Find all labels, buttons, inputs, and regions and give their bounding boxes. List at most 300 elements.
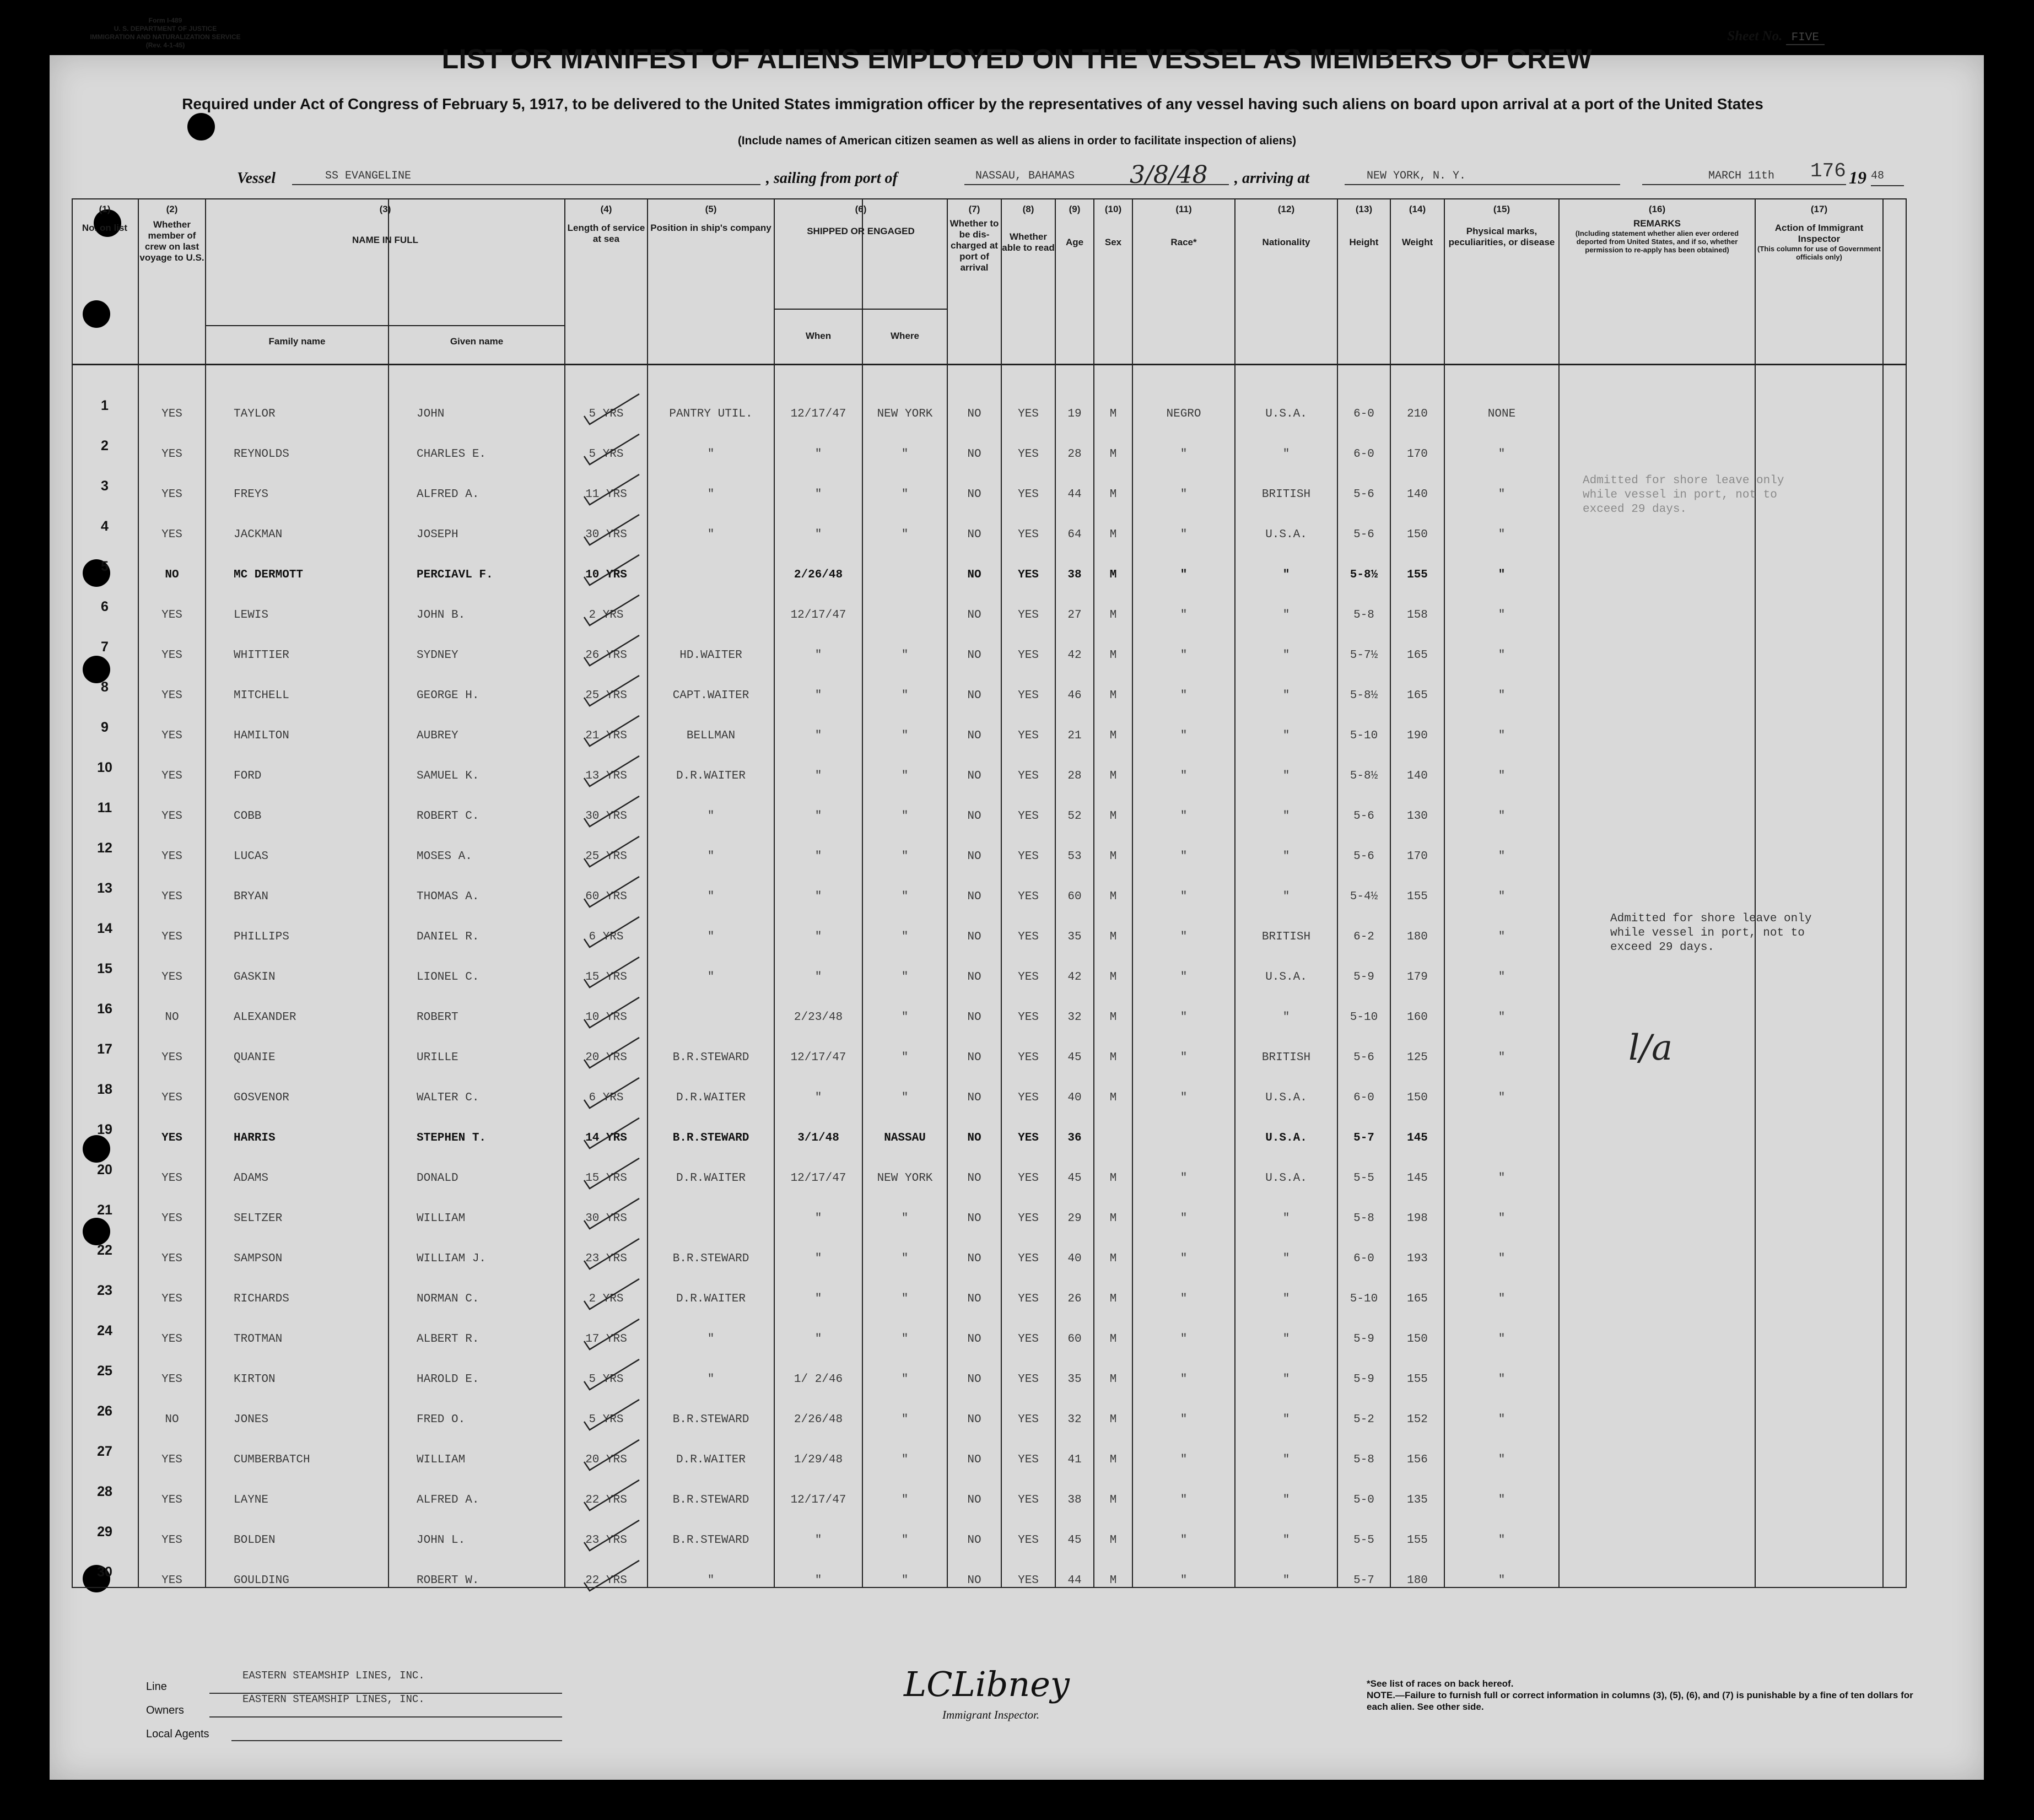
row-number: 24 (97, 1323, 112, 1338)
cell-weight: 193 (1407, 1252, 1428, 1265)
row-number: 21 (97, 1202, 112, 1218)
check-mark-icon (584, 1480, 645, 1513)
inspector-initials: l/a (1628, 1028, 1673, 1068)
cell-where: " (901, 890, 909, 903)
cell-crew: YES (161, 689, 182, 702)
grid-row-line (72, 198, 1907, 199)
cell-position: CAPT.WAITER (672, 689, 749, 702)
cell-when: 2/26/48 (794, 1413, 843, 1426)
row-number: 12 (97, 840, 112, 856)
cell-service: 60 YRS (585, 890, 627, 903)
cell-height: 5-6 (1353, 528, 1374, 541)
cell-when: 3/1/48 (797, 1132, 839, 1144)
cell-race: " (1180, 448, 1188, 461)
cell-disch: NO (967, 689, 981, 702)
cell-marks: NONE (1487, 408, 1516, 420)
col12-header: (12) Nationality (1262, 204, 1310, 247)
cell-crew: YES (161, 1172, 182, 1185)
cell-crew: NO (165, 1413, 179, 1426)
cell-age: 44 (1067, 488, 1082, 501)
cell-age: 45 (1067, 1172, 1082, 1185)
cell-given: SYDNEY (417, 649, 458, 662)
cell-read: YES (1018, 770, 1039, 782)
cell-read: YES (1018, 890, 1039, 903)
where-header: Where (891, 331, 919, 341)
cell-weight: 145 (1407, 1132, 1428, 1144)
row-number: 10 (97, 760, 112, 775)
cell-service: 20 YRS (585, 1051, 627, 1064)
row-number: 1 (101, 398, 109, 413)
cell-where: " (901, 1011, 909, 1024)
cell-crew: NO (165, 569, 179, 581)
cell-when: 2/26/48 (794, 569, 843, 581)
cell-marks: " (1498, 609, 1506, 622)
cell-age: 32 (1067, 1413, 1082, 1426)
footnote: *See list of races on back hereof. NOTE.—Failure to furnish full or correct information in columns (3), (5), (6), and (7) is punishable by a fine of ten dollars for each alien. See other side. (1367, 1678, 1913, 1712)
cell-sex: M (1109, 448, 1117, 461)
check-mark-icon (584, 1118, 645, 1151)
cell-service: 25 YRS (585, 850, 627, 863)
cell-weight: 180 (1407, 1574, 1428, 1587)
col1-header: (1) No. on list (82, 204, 128, 233)
cell-position: B.R.STEWARD (672, 1494, 749, 1506)
cell-when: " (814, 488, 822, 501)
cell-disch: NO (967, 1454, 981, 1466)
cell-position: " (707, 810, 715, 823)
check-mark-icon (584, 957, 645, 990)
cell-family: SAMPSON (234, 1252, 283, 1265)
cell-weight: 155 (1407, 890, 1428, 903)
cell-read: YES (1018, 1574, 1039, 1587)
cell-height: 5-4½ (1350, 890, 1378, 903)
cell-read: YES (1018, 528, 1039, 541)
row-number: 3 (101, 478, 109, 494)
cell-weight: 135 (1407, 1494, 1428, 1506)
cell-when: 12/17/47 (790, 1494, 846, 1506)
row-number: 23 (97, 1283, 112, 1298)
cell-sex: M (1109, 1293, 1117, 1305)
cell-position: " (707, 931, 715, 943)
cell-disch: NO (967, 890, 981, 903)
cell-age: 60 (1067, 1333, 1082, 1346)
cell-when: 1/29/48 (794, 1454, 843, 1466)
cell-nat: U.S.A. (1265, 528, 1307, 541)
row-number: 4 (101, 519, 109, 534)
cell-marks: " (1498, 810, 1506, 823)
cell-read: YES (1018, 1413, 1039, 1426)
row-number: 20 (97, 1162, 112, 1178)
row-number: 15 (97, 961, 112, 976)
arrival-year: 48 (1871, 170, 1904, 186)
cell-where: " (901, 448, 909, 461)
cell-disch: NO (967, 1132, 981, 1144)
cell-family: COBB (234, 810, 262, 823)
cell-family: TROTMAN (234, 1333, 283, 1346)
remarks-text: Admitted for shore leave only while vessel in port, not to exceed 29 days. (1610, 912, 1812, 954)
cell-position: " (707, 1373, 715, 1386)
cell-position: B.R.STEWARD (672, 1534, 749, 1547)
cell-read: YES (1018, 730, 1039, 742)
cell-height: 5-6 (1353, 850, 1374, 863)
cell-given: WILLIAM (417, 1454, 466, 1466)
cell-read: YES (1018, 1252, 1039, 1265)
owners-value: EASTERN STEAMSHIP LINES, INC. (242, 1693, 425, 1705)
cell-race: " (1180, 850, 1188, 863)
cell-height: 5-7 (1353, 1132, 1374, 1144)
cell-weight: 155 (1407, 569, 1428, 581)
cell-nat: " (1282, 890, 1290, 903)
crew-table (72, 198, 1907, 1587)
cell-marks: " (1498, 1051, 1506, 1064)
check-mark-icon (584, 716, 645, 749)
cell-race: " (1180, 730, 1188, 742)
cell-disch: NO (967, 1172, 981, 1185)
cell-given: ALBERT R. (417, 1333, 479, 1346)
cell-nat: " (1282, 1373, 1290, 1386)
cell-height: 5-8½ (1350, 770, 1378, 782)
cell-age: 26 (1067, 1293, 1082, 1305)
cell-nat: BRITISH (1261, 931, 1311, 943)
cell-family: LUCAS (234, 850, 269, 863)
cell-age: 29 (1067, 1212, 1082, 1225)
cell-where: NASSAU (884, 1132, 926, 1144)
cell-given: ROBERT C. (417, 810, 479, 823)
sheet-number: Sheet No. FIVE (1727, 29, 1825, 44)
cell-when: " (814, 810, 822, 823)
col17-header: (17) Action of Immigrant Inspector (This column for use of Government officials only) (1757, 204, 1881, 261)
cell-weight: 190 (1407, 730, 1428, 742)
cell-family: KIRTON (234, 1373, 276, 1386)
check-mark-icon (584, 917, 645, 950)
cell-read: YES (1018, 1172, 1039, 1185)
cell-position: " (707, 890, 715, 903)
cell-height: 5-9 (1353, 1333, 1374, 1346)
cell-crew: YES (161, 488, 182, 501)
cell-height: 5-7 (1353, 1574, 1374, 1587)
check-mark-icon (584, 756, 645, 789)
cell-nat: " (1282, 770, 1290, 782)
cell-given: THOMAS A. (417, 890, 479, 903)
cell-sex: M (1109, 649, 1117, 662)
cell-age: 21 (1067, 730, 1082, 742)
cell-read: YES (1018, 1212, 1039, 1225)
cell-family: GOSVENOR (234, 1092, 289, 1104)
cell-marks: " (1498, 971, 1506, 984)
check-mark-icon (584, 1319, 645, 1352)
cell-marks: " (1498, 1252, 1506, 1265)
cell-disch: NO (967, 1413, 981, 1426)
cell-disch: NO (967, 1051, 981, 1064)
cell-read: YES (1018, 1333, 1039, 1346)
cell-read: YES (1018, 1454, 1039, 1466)
grid-column-line (1906, 198, 1907, 1587)
col8-header: (8) Whether able to read (1002, 204, 1055, 253)
cell-disch: NO (967, 528, 981, 541)
cell-marks: " (1498, 1413, 1506, 1426)
cell-read: YES (1018, 971, 1039, 984)
cell-marks: " (1498, 1333, 1506, 1346)
check-mark-icon (584, 836, 645, 870)
cell-marks: " (1498, 1212, 1506, 1225)
cell-given: ALFRED A. (417, 1494, 479, 1506)
cell-disch: NO (967, 609, 981, 622)
cell-read: YES (1018, 1373, 1039, 1386)
cell-age: 52 (1067, 810, 1082, 823)
cell-age: 28 (1067, 448, 1082, 461)
cell-position: B.R.STEWARD (672, 1413, 749, 1426)
cell-race: " (1180, 1534, 1188, 1547)
cell-race: " (1180, 810, 1188, 823)
cell-when: " (814, 528, 822, 541)
cell-family: FORD (234, 770, 262, 782)
cell-disch: NO (967, 1574, 981, 1587)
cell-read: YES (1018, 609, 1039, 622)
cell-weight: 150 (1407, 1092, 1428, 1104)
check-mark-icon (584, 1078, 645, 1111)
cell-family: GOULDING (234, 1574, 289, 1587)
cell-crew: YES (161, 1293, 182, 1305)
check-mark-icon (584, 434, 645, 467)
cell-height: 5-8 (1353, 1454, 1374, 1466)
cell-marks: " (1498, 850, 1506, 863)
col14-header: (14) Weight (1401, 204, 1433, 247)
cell-sex: M (1109, 689, 1117, 702)
cell-read: YES (1018, 569, 1039, 581)
cell-given: JOSEPH (417, 528, 458, 541)
cell-disch: NO (967, 1011, 981, 1024)
cell-sex: M (1109, 528, 1117, 541)
cell-race: " (1180, 1293, 1188, 1305)
instruction-note: (Include names of American citizen seamen as well as aliens in order to facilitate inspection of aliens) (737, 134, 1297, 147)
row-number: 6 (101, 599, 109, 614)
form-identifier: Form I-489 U. S. DEPARTMENT OF JUSTICE IMMIGRATION AND NATURALIZATION SERVICE (Rev. 4-1-45) (90, 17, 241, 49)
page-subtitle: Required under Act of Congress of February 5, 1917, to be delivered to the United States immigration officer by the representatives of any vessel having such aliens on board upon arrival at a port of the United States (182, 95, 1763, 112)
cell-read: YES (1018, 1534, 1039, 1547)
cell-marks: " (1498, 1011, 1506, 1024)
col16-header: (16) REMARKS (Including statement whether alien ever ordered deported from United States, and if so, whether permission to re-apply has been obtained) (1575, 204, 1739, 254)
cell-marks: " (1498, 890, 1506, 903)
cell-read: YES (1018, 1051, 1039, 1064)
cell-height: 5-9 (1353, 971, 1374, 984)
cell-position: " (707, 488, 715, 501)
cell-age: 44 (1067, 1574, 1082, 1587)
sheet-number-value: FIVE (1786, 31, 1825, 45)
remarks-faint-text: Admitted for shore leave only while vessel in port, not to exceed 29 days. (1583, 474, 1784, 516)
cell-age: 46 (1067, 689, 1082, 702)
cell-given: WILLIAM J. (417, 1252, 487, 1265)
cell-family: RICHARDS (234, 1293, 289, 1305)
cell-weight: 125 (1407, 1051, 1428, 1064)
check-mark-icon (584, 635, 645, 668)
cell-sex: M (1109, 1534, 1117, 1547)
cell-age: 40 (1067, 1092, 1082, 1104)
cell-given: JOHN B. (417, 609, 466, 622)
cell-given: DONALD (417, 1172, 458, 1185)
cell-given: WILLIAM (417, 1212, 466, 1225)
cell-race: " (1180, 1172, 1188, 1185)
col3-header: (3) NAME IN FULL (352, 204, 418, 245)
cell-marks: " (1498, 1293, 1506, 1305)
cell-service: 10 YRS (585, 569, 627, 581)
cell-race: " (1180, 1574, 1188, 1587)
cell-position: " (707, 850, 715, 863)
arriving-port: NEW YORK, N. Y. (1345, 170, 1620, 185)
vessel-info-row: Vessel SS EVANGELINE , sailing from port of NASSAU, BAHAMAS 3/8/48 , arriving at NEW YORK, N. Y. MARCH 11th 19 48 (182, 165, 1780, 193)
cell-age: 42 (1067, 971, 1082, 984)
cell-nat: BRITISH (1261, 1051, 1311, 1064)
cell-given: URILLE (417, 1051, 458, 1064)
cell-disch: NO (967, 1212, 981, 1225)
cell-crew: YES (161, 1534, 182, 1547)
cell-service: 23 YRS (585, 1534, 627, 1547)
cell-where: " (901, 1574, 909, 1587)
cell-nat: " (1282, 1212, 1290, 1225)
cell-race: " (1180, 971, 1188, 984)
cell-family: PHILLIPS (234, 931, 289, 943)
check-mark-icon (584, 515, 645, 548)
cell-disch: NO (967, 1373, 981, 1386)
cell-nat: U.S.A. (1265, 1172, 1307, 1185)
cell-marks: " (1498, 1494, 1506, 1506)
cell-when: " (814, 730, 822, 742)
cell-nat: " (1282, 1574, 1290, 1587)
cell-weight: 180 (1407, 931, 1428, 943)
cell-marks: " (1498, 448, 1506, 461)
cell-race: " (1180, 1212, 1188, 1225)
col11-header: (11) Race* (1170, 204, 1197, 247)
cell-when: " (814, 1212, 822, 1225)
cell-service: 2 YRS (589, 1293, 624, 1305)
cell-height: 5-8½ (1350, 689, 1378, 702)
cell-height: 5-8 (1353, 1212, 1374, 1225)
cell-disch: NO (967, 1534, 981, 1547)
cell-family: CUMBERBATCH (234, 1454, 310, 1466)
cell-weight: 198 (1407, 1212, 1428, 1225)
cell-given: WALTER C. (417, 1092, 479, 1104)
cell-weight: 155 (1407, 1373, 1428, 1386)
cell-given: ALFRED A. (417, 488, 479, 501)
cell-weight: 150 (1407, 1333, 1428, 1346)
row-number: 16 (97, 1001, 112, 1017)
cell-weight: 158 (1407, 609, 1428, 622)
cell-race: " (1180, 1333, 1188, 1346)
cell-sex: M (1109, 1574, 1117, 1587)
cell-nat: U.S.A. (1265, 1132, 1307, 1144)
cell-age: 40 (1067, 1252, 1082, 1265)
cell-height: 5-10 (1350, 730, 1378, 742)
sailing-port: NASSAU, BAHAMAS (964, 170, 1229, 185)
cell-nat: " (1282, 1333, 1290, 1346)
cell-crew: YES (161, 408, 182, 420)
cell-where: " (901, 528, 909, 541)
cell-when: " (814, 890, 822, 903)
cell-position: BELLMAN (686, 730, 736, 742)
cell-crew: YES (161, 448, 182, 461)
check-mark-icon (584, 796, 645, 829)
cell-nat: " (1282, 1011, 1290, 1024)
check-mark-icon (584, 877, 645, 910)
cell-nat: " (1282, 448, 1290, 461)
row-number: 30 (97, 1564, 112, 1580)
cell-disch: NO (967, 448, 981, 461)
cell-age: 36 (1067, 1132, 1082, 1144)
inspector-label: Immigrant Inspector. (942, 1708, 1040, 1721)
cell-weight: 170 (1407, 448, 1428, 461)
cell-sex: M (1109, 1373, 1117, 1386)
row-number: 28 (97, 1484, 112, 1499)
cell-sex: M (1109, 850, 1117, 863)
cell-where: " (901, 931, 909, 943)
cell-when: " (814, 1092, 822, 1104)
cell-when: 12/17/47 (790, 1172, 846, 1185)
cell-where: NEW YORK (877, 408, 933, 420)
cell-age: 41 (1067, 1454, 1082, 1466)
cell-when: " (814, 931, 822, 943)
cell-marks: " (1498, 569, 1506, 581)
cell-where: " (901, 649, 909, 662)
cell-sex: M (1109, 730, 1117, 742)
cell-crew: YES (161, 770, 182, 782)
col4-header: (4) Length of service at sea (567, 204, 645, 244)
cell-position: B.R.STEWARD (672, 1252, 749, 1265)
row-number: 8 (101, 679, 109, 695)
subheader-divider (775, 309, 947, 310)
cell-where: " (901, 730, 909, 742)
cell-marks: " (1498, 730, 1506, 742)
cell-height: 5-0 (1353, 1494, 1374, 1506)
cell-crew: YES (161, 528, 182, 541)
cell-given: FRED O. (417, 1413, 466, 1426)
cell-service: 21 YRS (585, 730, 627, 742)
cell-nat: " (1282, 850, 1290, 863)
cell-where: " (901, 1212, 909, 1225)
cell-family: MITCHELL (234, 689, 289, 702)
cell-where: " (901, 1413, 909, 1426)
cell-height: 5-10 (1350, 1011, 1378, 1024)
row-number: 17 (97, 1041, 112, 1057)
cell-where: " (901, 1534, 909, 1547)
cell-sex: M (1109, 1454, 1117, 1466)
cell-sex: M (1109, 770, 1117, 782)
cell-crew: NO (165, 1011, 179, 1024)
cell-read: YES (1018, 1494, 1039, 1506)
check-mark-icon (584, 555, 645, 588)
cell-crew: YES (161, 649, 182, 662)
cell-given: STEPHEN T. (417, 1132, 487, 1144)
subheader-divider (206, 325, 564, 326)
cell-family: BRYAN (234, 890, 269, 903)
cell-nat: " (1282, 1293, 1290, 1305)
cell-given: JOHN L. (417, 1534, 466, 1547)
cell-crew: YES (161, 1494, 182, 1506)
cell-disch: NO (967, 1252, 981, 1265)
cell-sex: M (1109, 1252, 1117, 1265)
cell-read: YES (1018, 488, 1039, 501)
cell-family: JONES (234, 1413, 269, 1426)
check-mark-icon (584, 1279, 645, 1312)
cell-read: YES (1018, 689, 1039, 702)
cell-nat: " (1282, 569, 1290, 581)
cell-service: 6 YRS (589, 1092, 624, 1104)
cell-when: " (814, 649, 822, 662)
cell-weight: 140 (1407, 488, 1428, 501)
when-header: When (805, 331, 832, 341)
cell-disch: NO (967, 730, 981, 742)
cell-when: " (814, 1534, 822, 1547)
cell-read: YES (1018, 810, 1039, 823)
cell-sex: M (1109, 971, 1117, 984)
cell-age: 38 (1067, 569, 1082, 581)
